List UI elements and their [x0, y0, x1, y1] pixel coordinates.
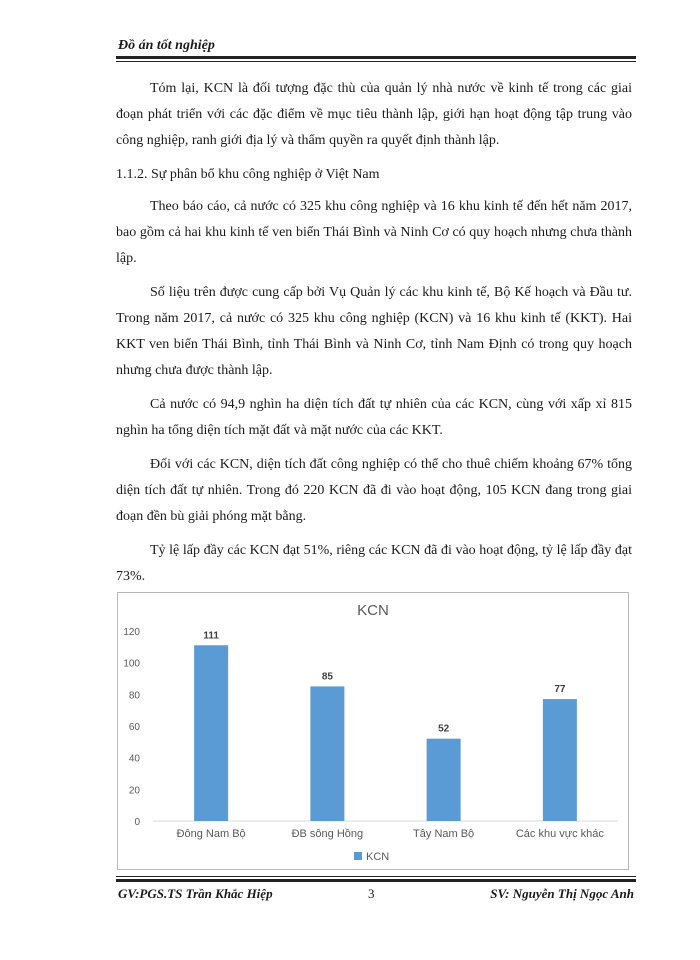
data-label: 111 [203, 630, 219, 642]
paragraph-source: Số liệu trên được cung cấp bởi Vụ Quản lý các khu kinh tế, Bộ Kế hoạch và Đầu tư. Trong năm 2017, cả nước có 325 khu công nghiệp (KCN) và 16 khu kinh tế (KKT). Hai KKT ven biển Thái Bình, tỉnh Thái Bình và Ninh Cơ, tỉnh Nam Định có trong quy hoạch nhưng chưa được thành lập. [116, 285, 632, 378]
legend-swatch [354, 852, 362, 860]
x-tick-label: Tây Nam Bộ [413, 828, 475, 840]
y-tick-label: 40 [128, 753, 140, 765]
footer-student: SV: Nguyễn Thị Ngọc Anh [490, 886, 634, 901]
x-tick-label: Đông Nam Bộ [176, 828, 246, 840]
x-tick-label: ĐB sông Hồng [291, 828, 364, 840]
page-number: 3 [368, 886, 375, 901]
paragraph-occupancy: Tỷ lệ lấp đầy các KCN đạt 51%, riêng các KCN đã đi vào hoạt động, tỷ lệ lấp đầy đạt 73%. [116, 543, 632, 584]
y-tick-label: 20 [128, 785, 140, 797]
bar-0 [194, 645, 228, 821]
chart-svg [118, 593, 628, 869]
paragraph-report: Theo báo cáo, cả nước có 325 khu công nghiệp và 16 khu kinh tế đến hết năm 2017, bao gồm cả hai khu kinh tế ven biển Thái Bình và Ninh Cơ có quy hoạch nhưng chưa thành lập. [116, 199, 632, 266]
chart-title: KCN [357, 602, 389, 619]
legend-label: KCN [366, 851, 390, 863]
paragraph-summary: Tóm lại, KCN là đối tượng đặc thù của quản lý nhà nước về kinh tế trong các giai đoạn phát triển với các đặc điểm về mục tiêu thành lập, giới hạn hoạt động tập trung vào công nghiệp, ranh giới địa lý và thẩm quyền ra quyết định thành lập. [116, 81, 632, 148]
paragraph-industrial-land: Đối với các KCN, diện tích đất công nghiệp có thể cho thuê chiếm khoảng 67% tổng diện tích đất tự nhiên. Trong đó 220 KCN đã đi vào hoạt động, 105 KCN đang trong giai đoạn đền bù giải phóng mặt bằng. [116, 457, 632, 524]
bar-1 [310, 686, 344, 821]
footer-supervisor: GV:PGS.TS Trần Khắc Hiệp [118, 886, 273, 901]
y-tick-label: 120 [123, 627, 140, 638]
y-tick-label: 0 [134, 817, 140, 828]
y-tick-label: 80 [128, 690, 140, 702]
paragraph-area: Cả nước có 94,9 nghìn ha diện tích đất tự nhiên của các KCN, cùng với xấp xỉ 815 nghìn ha tổng diện tích mặt đất và mặt nước của các KKT. [116, 397, 632, 438]
x-tick-label: Các khu vực khác [515, 828, 604, 840]
header-rule-thick [116, 56, 636, 59]
footer-rule-thick [116, 879, 636, 882]
bar-3 [543, 699, 577, 821]
kcn-bar-chart [117, 592, 629, 870]
page-header-title: Đồ án tốt nghiệp [118, 38, 215, 53]
data-label: 85 [321, 671, 333, 683]
section-heading: 1.1.2. Sự phân bổ khu công nghiệp ở Việt Nam [116, 167, 380, 182]
footer-rule-thin [116, 876, 636, 877]
data-label: 52 [438, 723, 450, 735]
document-body [116, 76, 632, 598]
header-rule-thin [116, 61, 636, 62]
y-tick-label: 60 [128, 722, 140, 733]
data-label: 77 [554, 684, 566, 696]
y-tick-label: 100 [123, 658, 140, 670]
bar-2 [427, 739, 461, 821]
